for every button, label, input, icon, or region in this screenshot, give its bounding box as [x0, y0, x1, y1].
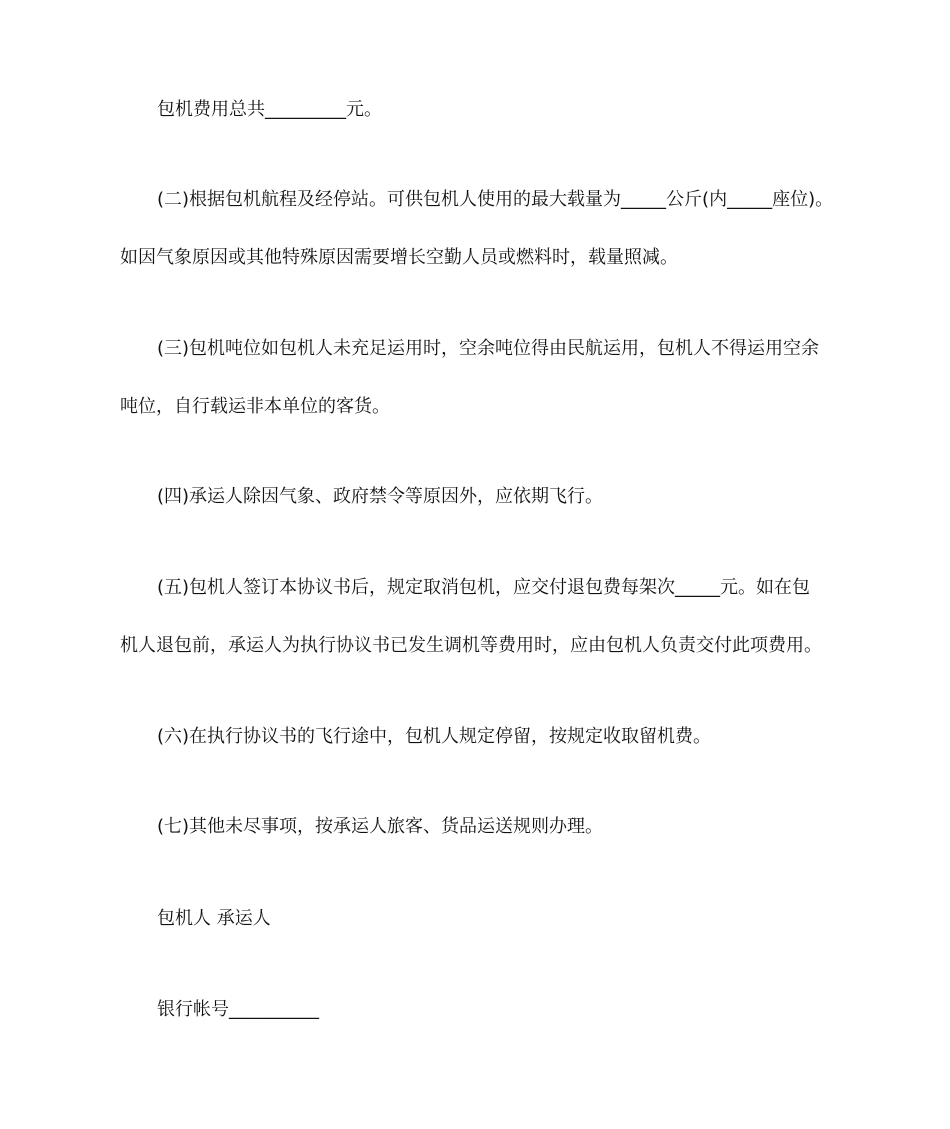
text-line: (二)根据包机航程及经停站。可供包机人使用的最大载量为_____公斤(内_____座位)。	[157, 189, 834, 210]
paragraph-7-other-matters	[120, 798, 840, 856]
text-line: (四)承运人除因气象、政府禁令等原因外，应依期飞行。	[157, 486, 604, 507]
text-line: 机人退包前，承运人为执行协议书已发生调机等费用时，应由包机人负责交付此项费用。	[120, 635, 822, 656]
text-line: 包机费用总共_________元。	[157, 99, 382, 120]
text-line: 吨位，自行载运非本单位的客货。	[120, 396, 390, 417]
text-line: 银行帐号__________	[157, 999, 319, 1020]
text-line: (三)包机吨位如包机人未充足运用时，空余吨位得由民航运用，包机人不得运用空余	[157, 338, 820, 359]
paragraph-2-max-load	[120, 171, 840, 287]
text-line: 包机人 承运人	[157, 908, 271, 929]
paragraph-6-stopover	[120, 708, 840, 766]
text-line: 如因气象原因或其他特殊原因需要增长空勤人员或燃料时，载量照减。	[120, 247, 678, 268]
signature-parties	[120, 890, 840, 948]
paragraph-5-cancellation	[120, 559, 840, 675]
paragraph-4-flight-schedule	[120, 468, 840, 526]
paragraph-total-cost	[120, 81, 840, 139]
paragraph-3-spare-tonnage	[120, 320, 840, 436]
text-line: (五)包机人签订本协议书后，规定取消包机，应交付退包费每架次_____元。如在包	[157, 577, 811, 598]
text-line: (七)其他未尽事项，按承运人旅客、货品运送规则办理。	[157, 816, 604, 837]
bank-account	[120, 981, 840, 1039]
text-line: (六)在执行协议书的飞行途中，包机人规定停留，按规定收取留机费。	[157, 726, 712, 747]
